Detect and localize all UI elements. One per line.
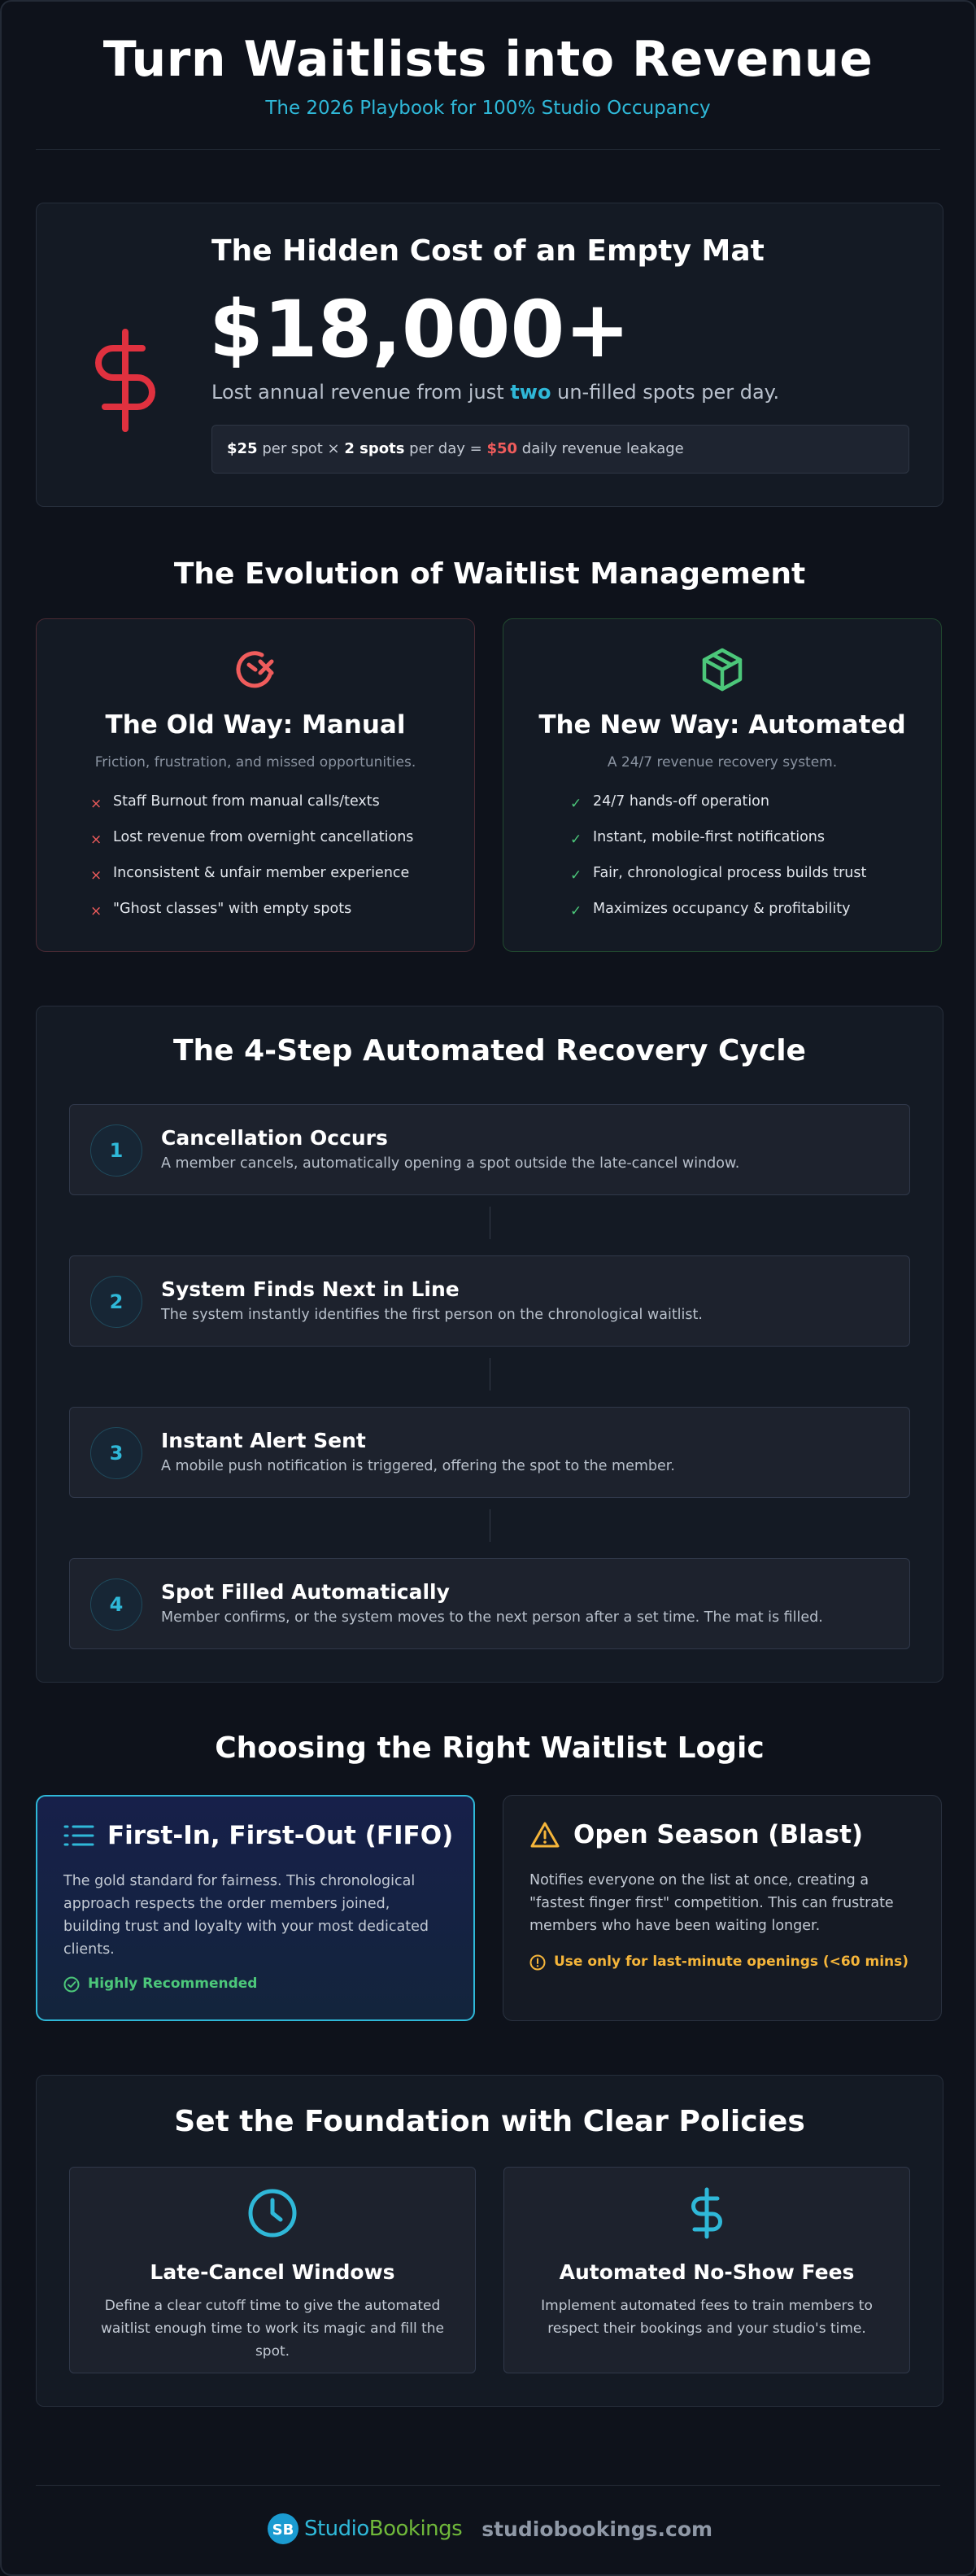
footer [2, 2508, 976, 2550]
formula-suffix: daily revenue leakage [521, 440, 684, 457]
policy-no-show-fees [503, 2167, 910, 2373]
cycle-step [69, 1407, 910, 1498]
caption-highlight: two [510, 381, 551, 404]
lost-revenue-caption [211, 381, 779, 404]
blast-note-text: Use only for last-minute openings (<60 mins) [554, 1954, 909, 1970]
policies-card [36, 2075, 943, 2407]
formula-price: $25 [227, 440, 258, 457]
hidden-cost-card [36, 203, 943, 507]
list-item [570, 865, 866, 901]
list-item-text: Instant, mobile-first notifications [593, 829, 825, 845]
step-title: Instant Alert Sent [161, 1429, 366, 1452]
list-item [90, 865, 413, 901]
clock-icon [70, 2187, 475, 2239]
cycle-step [69, 1255, 910, 1347]
check-mark-icon: ✓ [570, 832, 582, 848]
step-number: 4 [90, 1578, 142, 1631]
step-description: A mobile push notification is triggered, offering the spot to the member. [161, 1458, 675, 1474]
step-title: Cancellation Occurs [161, 1126, 388, 1150]
brand-part-bookings: Bookings [368, 2517, 463, 2541]
list-item-text: 24/7 hands-off operation [593, 793, 769, 810]
check-mark-icon: ✓ [570, 903, 582, 919]
list-item-text: Inconsistent & unfair member experience [113, 865, 410, 881]
x-mark-icon: × [90, 867, 102, 884]
revenue-formula [211, 425, 909, 474]
check-mark-icon: ✓ [570, 867, 582, 884]
step-title: System Finds Next in Line [161, 1277, 460, 1301]
blast-card [503, 1795, 942, 2021]
formula-per-day: per day = [409, 440, 482, 457]
list-item [90, 901, 413, 937]
caption-suffix: un-filled spots per day. [557, 381, 780, 404]
step-description: A member cancels, automatically opening a spot outside the late-cancel window. [161, 1155, 740, 1172]
check-mark-icon: ✓ [570, 796, 582, 812]
logo-mark-text: SB [272, 2521, 294, 2539]
cycle-step [69, 1558, 910, 1649]
list-item [570, 901, 866, 937]
x-mark-icon: × [90, 903, 102, 919]
dollar-sign-icon [504, 2187, 909, 2239]
fifo-title: First-In, First-Out (FIFO) [107, 1821, 454, 1850]
formula-spots: 2 spots [344, 440, 405, 457]
header [2, 2, 974, 119]
step-title: Spot Filled Automatically [161, 1580, 450, 1604]
recovery-cycle-title: The 4-Step Automated Recovery Cycle [173, 1034, 806, 1068]
list-item-text: Lost revenue from overnight cancellations [113, 829, 414, 845]
list-item [90, 829, 413, 865]
dollar-sign-icon [89, 325, 162, 435]
list-item-text: Fair, chronological process builds trust [593, 865, 867, 881]
footer-divider [36, 2485, 940, 2486]
x-mark-icon: × [90, 832, 102, 848]
fifo-header [63, 1821, 453, 1850]
policy-description: Define a clear cutoff time to give the automated waitlist enough time to work its magic and fill the spot. [100, 2298, 445, 2360]
list-item [90, 793, 413, 829]
fifo-card [36, 1795, 475, 2021]
fifo-description: The gold standard for fairness. This chronological approach respects the order members joined, building trust and loyalty with your most dedicated clients. [63, 1873, 429, 1958]
x-mark-icon: × [90, 796, 102, 812]
alert-circle-icon [529, 1954, 546, 1971]
list-item-text: "Ghost classes" with empty spots [113, 901, 352, 917]
policy-title: Automated No-Show Fees [559, 2260, 855, 2284]
lost-revenue-amount: $18,000+ [209, 284, 630, 375]
warning-triangle-icon [529, 1821, 560, 1849]
logic-title: Choosing the Right Waitlist Logic [215, 1731, 765, 1765]
step-description: The system instantly identifies the first person on the chronological waitlist. [161, 1307, 703, 1323]
formula-daily: $50 [486, 440, 518, 457]
fifo-recommendation [63, 1972, 449, 1995]
website-link[interactable]: studiobookings.com [481, 2517, 713, 2541]
recovery-cycle-card [36, 1006, 943, 1683]
cycle-step [69, 1104, 910, 1195]
hidden-cost-title: The Hidden Cost of an Empty Mat [211, 234, 765, 268]
crossed-timer-icon [37, 647, 474, 692]
list-item-text: Staff Burnout from manual calls/texts [113, 793, 380, 810]
policy-title: Late-Cancel Windows [150, 2260, 395, 2284]
step-number: 3 [90, 1427, 142, 1479]
step-number: 2 [90, 1276, 142, 1328]
policy-description: Implement automated fees to train members to respect their bookings and your studio's time. [541, 2298, 873, 2337]
brand-name [304, 2517, 462, 2541]
blast-title: Open Season (Blast) [573, 1820, 864, 1849]
studiobookings-logo-icon [267, 2513, 299, 2545]
policies-title: Set the Foundation with Clear Policies [174, 2105, 805, 2138]
new-way-title: The New Way: Automated [538, 710, 906, 740]
old-way-list [90, 793, 413, 937]
blast-warning [529, 1950, 917, 1973]
new-way-list [570, 793, 866, 937]
evolution-title: The Evolution of Waitlist Management [173, 557, 806, 591]
formula-per-spot: per spot × [262, 440, 340, 457]
policy-late-cancel [69, 2167, 476, 2373]
old-way-card [36, 618, 475, 952]
list-icon [63, 1823, 94, 1848]
page-title: Turn Waitlists into Revenue [102, 31, 874, 88]
list-item-text: Maximizes occupancy & profitability [593, 901, 851, 917]
blast-header [529, 1820, 863, 1849]
cube-icon [503, 647, 941, 692]
brand-part-studio: Studio [303, 2517, 369, 2541]
header-divider [36, 149, 940, 150]
page-subtitle: The 2026 Playbook for 100% Studio Occupancy [265, 98, 711, 119]
list-item [570, 829, 866, 865]
old-way-title: The Old Way: Manual [105, 710, 406, 740]
blast-description: Notifies everyone on the list at once, creating a "fastest finger first" competition. This can frustrate members who have been waiting longer. [529, 1872, 894, 1934]
new-way-card [503, 618, 942, 952]
fifo-note-text: Highly Recommended [88, 1976, 258, 1992]
new-way-tagline: A 24/7 revenue recovery system. [607, 754, 838, 771]
old-way-tagline: Friction, frustration, and missed opportunities. [94, 754, 416, 771]
list-item [570, 793, 866, 829]
step-description: Member confirms, or the system moves to the next person after a set time. The mat is filled. [161, 1609, 823, 1626]
step-number: 1 [90, 1124, 142, 1177]
check-circle-icon [63, 1976, 80, 1993]
caption-prefix: Lost annual revenue from just [211, 381, 504, 404]
